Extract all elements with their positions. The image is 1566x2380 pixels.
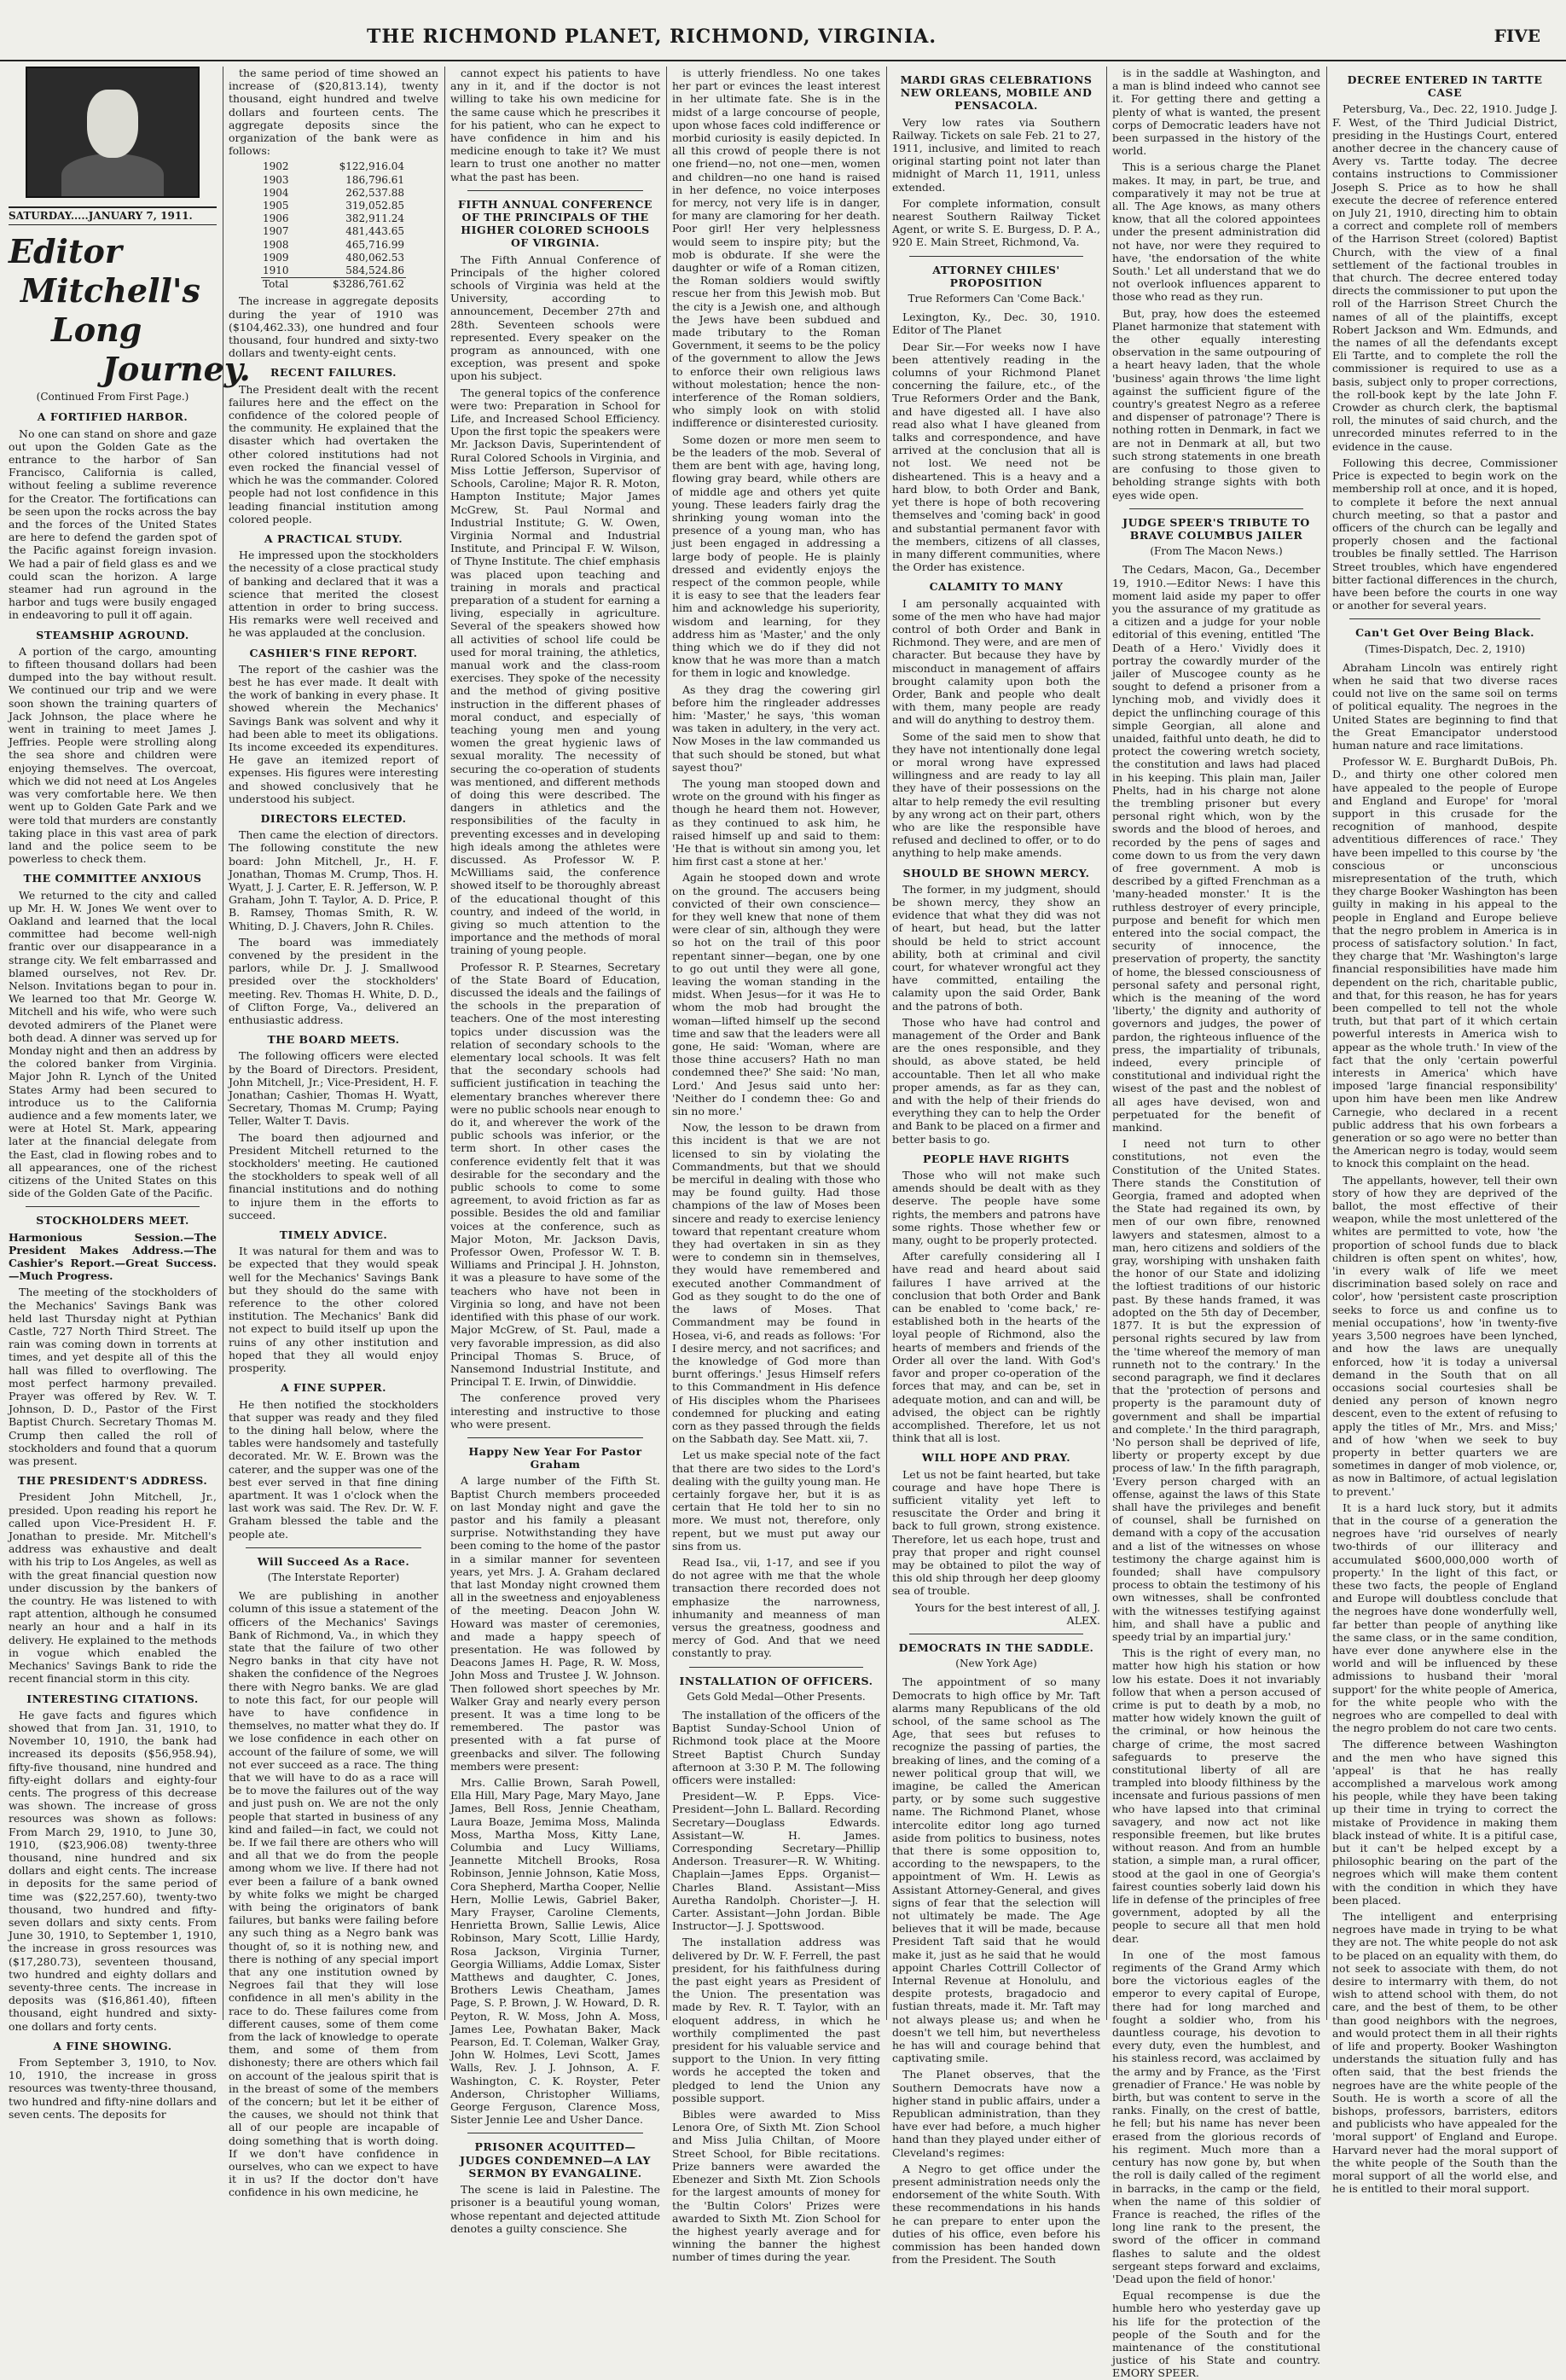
paragraph: We are publishing in another column of this issue a statement of the officers of the Mechanics' Savings Bank of Richmond, Va., in which they state that the failure of two other Negro banks in that city have not shaken the confidence of the Negroes there with Negro banks. We are glad to note this fact, for our people will have to have confidence in themselves, no matter what they do. If we lose confidence in each other on account of the failure of some, we will not ever succeed as a race. The thing that we will have to do as a race will be to move the failures out of the way and just push on. We are not the only people that started in business of any kind and failed—in fact, we could not be. If we fail there are others who will and all that we do from the people among whom we live. If there had not ever been a failure of a bank owned by white folks we might be charged with being the originators of bank failures, but banks were failing before any such thing as a Negro bank was thought of, so it is nothing new, and there is nothing of any special import that any one institution owned by Negroes fail that they will lose confidence in all men's ability in the race to do. These failures come from different causes, some of them come from the lack of knowledge to operate them, and some of them from dishonesty; there are others which fail on account of the jealous spirit that is in the breast of some of the members of the concern; but let it be either of the causes, we should not think that all of our people are incapable of doing something that is worth doing. If we don't have confidence in ourselves, who can we expect to have it in us? If the doctor don't have confidence in his own medicine, he bbox=[229, 1589, 438, 2199]
deposit-row bbox=[261, 174, 406, 187]
total-label: Total bbox=[261, 278, 302, 292]
issue-dateline: SATURDAY.....JANUARY 7, 1911. bbox=[9, 206, 217, 225]
paragraph: Then came the election of directors. The following constitute the new board: John Mitchell, Jr., H. F. Jonathan, Thomas M. Crump, Thos. H. Wyatt, J. J. Carter, E. R. Jefferson, W. P. Graham, John T. Taylor, A. D. Price, P. B. Ramsey, Thomas Smith, R. W. Whiting, D. J. Chavers, John R. Chiles. bbox=[229, 828, 438, 932]
column-4 bbox=[672, 67, 880, 2264]
paragraph: the same period of time showed an increase of ($20,813.14), twenty thousand, eight hundred and twelve dollars and fourteen cents. The aggregate deposits since the organization of the bank were as follows: bbox=[229, 67, 438, 158]
column-1 bbox=[9, 67, 251, 2121]
column-7 bbox=[1332, 67, 1557, 2196]
paragraph: is in the saddle at Washington, and a man is blind indeed who cannot see it. For getting there and getting a plenty of what is wanted, the present corps of Democratic leaders have not been surpassed in the history of the world. bbox=[1112, 67, 1320, 158]
paragraph: But, pray, how does the esteemed Planet harmonize that statement with the other equally interesting observation in the same outpouring of a heart heavy laden, that the whole 'business' again throws 'the lime light against the sufficient figure of the country's greatest Negro as a referee and dispenser of patronage'? There is nothing rotten in Denmark, in fact we are not in Denmark at all, but two such strong statements in one breath are confusing to those given to beholding strange sights with both eyes wide open. bbox=[1112, 306, 1320, 502]
section-heading: RECENT FAILURES. bbox=[270, 366, 397, 380]
paragraph: The young man stooped down and wrote on the ground with his finger as though he heard them not. However, as they continued to ask him, he raised himself up and said to them: 'He that is without sin among you, let him first cast a stone at her.' bbox=[672, 776, 880, 868]
column-5 bbox=[892, 67, 1100, 2267]
deposits-table bbox=[261, 160, 406, 291]
section-heading: MARDI GRAS CELEBRATIONS NEW ORLEANS, MOBILE AND PENSACOLA. bbox=[900, 73, 1093, 113]
deposit-year: 1908 bbox=[263, 238, 289, 251]
deposit-amount: 481,443.65 bbox=[345, 225, 404, 238]
deposit-year: 1907 bbox=[263, 225, 289, 238]
paragraph: Some of the said men to show that they have not intentionally done legal or moral wrong have expressed willingness and are ready to lay all they have of their possessions on the altar to help remedy the evil resulting by any wrong act on their part, others who are like the responsible have refused and declined to offer, or to do anything to help make amends. bbox=[892, 729, 1100, 860]
source-line: (New York Age) bbox=[955, 1657, 1037, 1670]
deposit-row bbox=[261, 200, 406, 212]
paragraph: Let us not be faint hearted, but take courage and have hope There is sufficient vitality yet left to resuscitate the Order and bring it back to full grown, strong existence. Therefore, let us each hope, trust and pray that proper and right counsel may be obtained to pilot the way of this old ship through her deep gloomy sea of trouble. bbox=[892, 1467, 1100, 1598]
paragraph: For complete information, consult nearest Southern Railway Ticket Agent, or write S. E. Burgess, D. P. A., 920 E. Main Street, Richmond, Va. bbox=[892, 196, 1100, 249]
column-3 bbox=[450, 67, 660, 2235]
paragraph: We returned to the city and called up Mr. H. W. Jones We went over to Oakland and learned that the local committee had become well-nigh frantic over our disappearance in a strange city. We felt embarrassed and blamed ourselves, not Rev. Dr. Nelson. Invitations began to pour in. We learned too that Mr. George W. Mitchell and his wife, who were such devoted admirers of the Planet were both dead. A dinner was served up for Monday night and then an address by the colored banker from Virginia. Major John R. Lynch of the United States Army had been secured to introduce us to the California audience and a few moments later, we were at Hotel St. Mark, appearing later at the financial delegate from the East, clad in flowing robes and to all appearances, one of the richest citizens of the United States on this side of the Golden Gate of the Pacific. bbox=[9, 888, 217, 1200]
source-line: (Times-Dispatch, Dec. 2, 1910) bbox=[1364, 642, 1526, 655]
deposit-amount: 465,716.99 bbox=[345, 238, 404, 251]
paragraph: The appellants, however, tell their own story of how they are deprived of the ballot, the most effective of their weapon, while the most unlettered of the whites are permitted to vote, how 'the proportion of school funds due to black children is often spent on whites', how, 'in every walk of life we meet discrimination based solely on race and color', how 'persistent caste proscription seeks to force us and confine us to menial occupations', how 'in twenty-five years 3,500 negroes have been lynched, and how the laws are unequally enforced, how 'it is today a universal demand in the South that on all occasions social courtesies shall be denied any person of known negro descent, even to the extent of refusing to apply the titles of Mr., Mrs. and Miss;' and of how 'when we seek to buy property in better quarters we are sometimes in danger of mob violence, or, as now in Baltimore, of actual legislation to prevent.' bbox=[1332, 1173, 1557, 1498]
paragraph: Some dozen or more men seem to be the leaders of the mob. Several of them are bent with age, having long, flowing gray beard, while others are of middle age and others yet quite young. These leaders fairly drag the shrinking young woman into the presence of a young man, who has just been engaged in addressing a large body of people. He is plainly dressed and evidently enjoys the respect of the common people, while it is easy to see that the leaders fear him and acknowledge his superiority, wisdom and learning, for they address him as 'Master,' and the only thing which we do if they did not know that he was more than a match for them in logic and knowledge. bbox=[672, 432, 880, 680]
paragraph: Those who will not make such amends should be dealt with as they deserve. The people have some rights, the members and patrons have some rights. Those whether few or many, ought to be properly protected. bbox=[892, 1169, 1100, 1247]
paragraph: The following officers were elected by the Board of Directors. President, John Mitchell, Jr.; Vice-President, H. F. Jonathan; Cashier, Thomas H. Wyatt, Secretary, Thomas M. Crump; Paying Teller, Walter T. Davis. bbox=[229, 1049, 438, 1128]
paragraph: The difference between Washington and the men who have signed this 'appeal' is that he has really accomplished a marvelous work among his people, while they have been taking up their time in trying to correct the mistake of Providence in making them black instead of white. It is a pitiful case, but it can't be helped except by a philosophic bearing on the part of the negroes which will make them content with the condition in which they have been placed. bbox=[1332, 1738, 1557, 1907]
source-line: (From The Macon News.) bbox=[1150, 545, 1283, 558]
deposit-year: 1906 bbox=[263, 212, 289, 225]
section-heading: PEOPLE HAVE RIGHTS bbox=[922, 1152, 1070, 1165]
continued-note: (Continued From First Page.) bbox=[36, 391, 189, 403]
section-heading: A FORTIFIED HARBOR. bbox=[37, 410, 188, 424]
paper-title: THE RICHMOND PLANET, RICHMOND, VIRGINIA. bbox=[367, 26, 937, 48]
paragraph: This is the right of every man, no matter how high his station or how low his estate. Does it not invariably follow that when a person accused of crime is put to death by a mob, no matter how widely known the guilt of the criminal, or how heinous the charge of crime, the most sacred safeguards to preserve the constitutional liberty of all are trampled into bloody filthiness by the incensate and furious passions of men who have lapsed into that criminal savagery, and now act not like responsible freemen, but like brutes without reason. And from an humble station, a simple man, a rural officer, stood at the gaol in one of Georgia's fairest counties soberly laid down his life in defense of the principles of free government, adopted by all the people to secure all that men hold dear. bbox=[1112, 1646, 1320, 1945]
section-heading: INSTALLATION OF OFFICERS. bbox=[679, 1674, 873, 1687]
section-heading: STOCKHOLDERS MEET. bbox=[36, 1214, 189, 1228]
paragraph: After carefully considering all I have read and heard about said failures I have arrived at the conclusion that both Order and Bank can be enabled to 'come back,' re-established both in the hearts of the loyal people of Richmond, also the hearts of members and friends of the Order all over the land. With God's favor and proper co-operation of the forces that may, and can be, set in adequate motion, and can and will, be advised, the object can be rightly accomplished. Therefore, let us not think that all is lost. bbox=[892, 1250, 1100, 1445]
paragraph: Petersburg, Va., Dec. 22, 1910. Judge J. F. West, of the Third Judicial District, presiding in the Hustings Court, entered another decree in the chancery cause of Avery vs. Tartte today. The decree contains instructions to Commissioner Joseph S. Price as to how he shall execute the decree of reference entered on July 21, 1910, directing him to obtain a correct and complete roll of members of the Harrison Street (colored) Baptist Church, with the view of a final settlement of the factional troubles in that church. The decree entered today directs the commissioner to put upon the roll of the Harrison Street Church the names of all of the plaintiffs, except Robert Jackson and Wm. Edmunds, and the names of all the defendants except Eli Tartte, and to complete the roll the commissioner is required to use as a basis, subject only to proper corrections, the roll-book kept by the late John F. Crowder as church clerk, the baptismal roll, the minutes of said church, and the unrecorded minutes referred to in the evidence in the cause. bbox=[1332, 102, 1557, 453]
paragraph: The board then adjourned and President Mitchell returned to the stockholders' meeting. He cautioned the stockholders to speak well of all financial institutions and do nothing to injure them in the efforts to succeed. bbox=[229, 1130, 438, 1222]
paragraph: I am personally acquainted with some of the men who have had major control of both Order and Bank in Richmond. They were, and are men of character. But because they have by misconduct in management of affairs brought calamity upon both the Order, Bank and people who dealt with them, many people are ready and will do anything to destroy them. bbox=[892, 596, 1100, 727]
column-6 bbox=[1112, 67, 1320, 2380]
paragraph: cannot expect his patients to have any in it, and if the doctor is not willing to take his own medicine for the same cause which he prescribes it for his patient, who can he expect to have confidence in him and his medicine enough to take it? We must learn to trust one another no matter what the past has been. bbox=[450, 67, 660, 183]
paragraph: President John Mitchell, Jr., presided. Upon reading his report he called upon Vice-President H. F. Jonathan to preside. Mr. Mitchell's address was exhaustive and dealt with his trip to Los Angeles, as well as with the great financial question now under discussion by the bankers of the country. He was listened to with rapt attention, although he consumed nearly an hour and a half in its delivery. He explained to the methods in vogue which enabled the Mechanics' Savings Bank to ride the recent financial storm in this city. bbox=[9, 1490, 217, 1686]
paragraph: It is a hard luck story, but it admits that in the course of a generation the negroes have 'rid ourselves of nearly two-thirds of our illiteracy and accumulated $600,000,000 worth of property.' In the light of this fact, or these two facts, the people of England and Europe will doubtless conclude that the negroes have done wonderfully well, far better than people of anything like the same class, or in the same condition, have ever done anywhere else in the world and will be influenced by these admissions to husband their 'moral support' for the white people of America, for the white people who with the negroes who are compelled to deal with the negro problem do not care two cents. bbox=[1332, 1501, 1557, 1735]
paragraph: Very low rates via Southern Railway. Tickets on sale Feb. 21 to 27, 1911, inclusive, and limited to reach original starting point not later than midnight of March 11, 1911, unless extended. bbox=[892, 115, 1100, 194]
editor-portrait bbox=[26, 67, 200, 198]
section-heading: Will Succeed As a Race. bbox=[257, 1554, 410, 1568]
column-rule bbox=[666, 67, 667, 2020]
deposit-row bbox=[261, 225, 406, 238]
paragraph: The Fifth Annual Conference of Principals of the higher colored schools of Virginia was held at the University, according to announcement, December 27th and 28th. Seventeen schools were represented. Every speaker on the program as announced, with one exception, was present and spoke upon his subject. bbox=[450, 253, 660, 383]
deposit-amount: 382,911.24 bbox=[345, 212, 404, 225]
paragraph: Again he stooped down and wrote on the ground. The accusers being convicted of their own conscience—for they well knew that none of them were clear of sin, although they were so hot on the trail of this poor repentant sinner—began, one by one to go out until they were all gone, leaving the woman standing in the midst. When Jesus—for it was He to whom the mob had brought the woman—lifted himself up the second time and saw that the leaders were all gone, He said: 'Woman, where are those thine accusers? Hath no man condemned thee?' She said: 'No man, Lord.' And Jesus said unto her: 'Neither do I condemn thee: Go and sin no more.' bbox=[672, 871, 880, 1118]
section-heading: WILL HOPE AND PRAY. bbox=[921, 1451, 1071, 1465]
headline-line: Long bbox=[51, 311, 142, 350]
paragraph: A large number of the Fifth St. Baptist Church members proceeded on last Monday night and gave the pastor and his family a pleasant surprise. Notwithstanding they have been coming to the home of the pastor in a similar manner for seventeen years, yet Mrs. J. A. Graham declared that last Monday night crowned them all in the sweetness and enjoyableness of the meeting. Deacon John W. Howard was master of ceremonies, and made a happy speech of presentation. He was followed by Deacons James H. Page, R. W. Moss, John Moss and Trustee J. W. Johnson. Then followed short speeches by Mr. Walker Gray and nearly every person present. It was a time long to be remembered. The pastor was presented with a fat purse of greenbacks and silver. The following members were present: bbox=[450, 1474, 660, 1773]
divider bbox=[467, 190, 643, 191]
deposit-row bbox=[261, 160, 406, 173]
paragraph: Dear Sir.—For weeks now I have been attentively reading in the columns of your Richmond Planet concerning the failure, etc., of the True Reformers Order and the Bank, and have digested all. I have also read also what I have gleaned from talks and correspondence, and have arrived at the conclusion that all is not lost. We need not be disheartened. This is a heavy and a hard blow, to both Order and Bank, yet there is hope of both recovering themselves and 'coming back' in good and substantial permanent favor with the members, citizens of all classes, in many different communities, where the Order has existence. bbox=[892, 340, 1100, 574]
deposit-amount: 480,062.53 bbox=[345, 251, 404, 264]
section-heading: FIFTH ANNUAL CONFERENCE OF THE PRINCIPALS OF THE HIGHER COLORED SCHOOLS OF VIRGINIA. bbox=[458, 197, 652, 250]
section-heading: A PRACTICAL STUDY. bbox=[264, 531, 403, 545]
portrait-face bbox=[87, 90, 138, 158]
total-value: $3286,761.62 bbox=[302, 278, 406, 292]
paragraph: The Cedars, Macon, Ga., December 19, 1910.—Editor News: I have this moment laid aside my paper to offer you the assurance of my gratitude as a citizen and a judge for your noble editorial of this evening, entitled 'The Death of a Hero.' Vividly does it portray the cowardly murder of the jailer of Muscogee county as he sought to defend a prisoner from a lynching mob, and vividly does it depict the unflinching courage of this simple Georgian, all alone and unaided, faithful unto death, he did to protect the cowering wretch society, the constitution and laws had placed in his keeping. This plain man, Jailer Phelts, had in his charge not alone the trembling prisoner but every personal right which, won by the swords and the blood of heroes, and recorded by the pens of sages and come down to us from the very dawn of free government. A mob is described by a gifted Frenchman as a 'many-headed monster.' It is the ruthless destroyer of every principle, purpose and benefit for which men entered into the social compact, the security of innocence, the preservation of property, the sanctity of home, the blessed consciousness of personal safety and personal right, which is the meaning of the word 'liberty,' the dignity and authority of governors and judges, the power of pardon, the righteous influence of the press, the impartiality of tribunals, indeed, every principle of constitutional and individual right the wisest of the past and the noblest of all ages have devised, won and perpetuated for the benefit of mankind. bbox=[1112, 563, 1320, 1135]
deposit-row bbox=[261, 264, 406, 278]
paragraph: The board was immediately convened by the president in the parlors, while Dr. J. J. Smallwood presided over the stockholders' meeting. Rev. Thomas H. White, D. D., of Clifton Forge, Va., delivered an enthusiastic address. bbox=[229, 935, 438, 1027]
section-heading: THE BOARD MEETS. bbox=[267, 1033, 400, 1047]
paragraph: Equal recompense is due the humble hero who yesterday gave up his life for the protection of the people of the South and for the maintenance of the constitutional justice of his State and country. EMORY SPEER. bbox=[1112, 2289, 1320, 2380]
deposit-row bbox=[261, 212, 406, 225]
section-heading: THE PRESIDENT'S ADDRESS. bbox=[17, 1474, 208, 1488]
paragraph: Following this decree, Commissioner Price is expected to begin work on the membership roll at once, and it is hoped, to complete it before the next annual church meeting, so that a pastor and officers of the church can be legally and properly chosen and the factional troubles be finally settled. The Harrison Street troubles, which have engendered bitter factional differences in the church, have been before the courts in one way or another for several years. bbox=[1332, 456, 1557, 612]
paragraph: Mrs. Callie Brown, Sarah Powell, Ella Hill, Mary Page, Mary Mayo, Jane James, Bell Ross, Jennie Cheatham, Laura Boaze, Jemima Moss, Malinda Moss, Martha Moss, Kitty Lane, Columbia and Lucy Williams, Jeannette Mitchell Brooks, Rosa Robinson, Jennie Johnson, Katie Moss, Cora Shepherd, Martha Cooper, Nellie Hern, Mollie Lewis, Gabriel Baker, Mary Frayser, Caroline Clements, Henrietta Brown, Sallie Lewis, Alice Robinson, Mary Scott, Lillie Hardy, Rosa Jackson, Virginia Turner, Georgia Williams, Addie Lomax, Sister Matthews and daughter, C. Jones, Brothers Lewis Cheatham, James Page, S. P. Brown, J. W. Howard, D. R. Peyton, R. W. Moss, John A. Moss, James Lee, Powhatan Baker, Mack Pearson, Ed. T. Coleman, Walker Gray, John W. Holmes, Levi Scott, James Walls, Rev. J. J. Johnson, A. F. Washington, C. K. Royster, Peter Anderson, Christopher Williams, George Ferguson, Clarence Moss, Sister Jennie Lee and Usher Dance. bbox=[450, 1776, 660, 2127]
paragraph: As they drag the cowering girl before him the ringleader addresses him: 'Master,' he says, 'this woman was taken in adultery, in the very act. Now Moses in the law commanded us that such should be stoned, but what sayest thou?' bbox=[672, 682, 880, 774]
divider bbox=[689, 1667, 863, 1668]
paragraph: The increase in aggregate deposits during the year of 1910 was ($104,462.33), one hundred and four thousand, four hundred and sixty-two dollars and twenty-eight cents. bbox=[229, 294, 438, 360]
deposits-total-row bbox=[261, 278, 406, 292]
section-heading: CASHIER'S FINE REPORT. bbox=[249, 646, 418, 659]
paragraph: A Negro to get office under the present administration needs only the endorsement of the white South. With these recommendations in his hands he can prepare to enter upon the duties of his office, even before his commission has been handed down from the President. The South bbox=[892, 2162, 1100, 2267]
section-heading: DIRECTORS ELECTED. bbox=[260, 811, 407, 825]
section-heading: SHOULD BE SHOWN MERCY. bbox=[902, 866, 1090, 879]
portrait-coat bbox=[61, 154, 164, 196]
paragraph: I need not turn to other constitutions, not even the Constitution of the United States. There stands the Constitution of Georgia, framed and adopted when the State had regained its own, by men of our own fibre, renowned lawyers and statesmen, almost to a man, hero citizens and soldiers of the gray, worshiping with unshaken faith the honor of our State and idolizing the loftiest traditions of our historic past. By these hands framed, it was adopted on the 5th day of December, 1877. It is but the expression of personal rights secured by law from the 'time whereof the memory of man runneth not to the contrary.' In the second paragraph, we find it declares that the 'protection of persons and property is the paramount duty of government and shall be impartial and complete.' In the third paragraph, 'No person shall be deprived of life, liberty or property except by due process of law.' In the fifth paragraph, 'Every person charged with an offense, against the laws of this State shall have the privileges and benefit of counsel, shall be furnished on demand with a copy of the accusation and a list of the witnesses on whose testimony the charge against him is founded; shall have compulsory process to obtain the testimony of his own witnesses, shall be confronted with the witnesses testifying against him, and shall have a public and speedy trial by an impartial jury.' bbox=[1112, 1137, 1320, 1643]
paragraph: Read Isa., vii, 1-17, and see if you do not agree with me that the whole transaction there recorded does not emphasize the narrowness, inhumanity and meanness of man versus the greatness, goodness and mercy of God. And that we need constantly to pray. bbox=[672, 1555, 880, 1660]
signature: Yours for the best interest of all, J. ALEX. bbox=[914, 1600, 1100, 1627]
section-heading: TIMELY ADVICE. bbox=[279, 1228, 388, 1242]
deposit-amount: 262,537.88 bbox=[345, 186, 404, 199]
paragraph: Bibles were awarded to Miss Lenora Ore, of Sixth Mt. Zion School and Miss Julia Chiltan, of Moore Street School, for Bible recitations. Prize banners were awarded the Ebenezer and Sixth Mt. Zion Schools for the largest amounts of money for the 'Bultin Colors' Prizes were awarded to Sixth Mt. Zion School for the highest yearly average and for winning the banner the highest number of times during the year. bbox=[672, 2108, 880, 2264]
section-heading: CALAMITY TO MANY bbox=[929, 580, 1064, 594]
paragraph: Those who have had control and management of the Order and Bank are the ones responsible, and they should, as above stated, be held accountable. Then let all who make proper amends, as far as they can, and with the help of their friends do everything they can to help the Order and Bank to be placed on a firmer and better basis to go. bbox=[892, 1015, 1100, 1146]
section-heading: THE COMMITTEE ANXIOUS bbox=[23, 872, 202, 885]
divider bbox=[909, 256, 1083, 257]
masthead bbox=[0, 0, 1566, 61]
column-rule bbox=[1106, 67, 1107, 2020]
paragraph: The intelligent and enterprising negroes have made in trying to be what they are not. The white people do not ask to be placed on an equality with them, do not seek to associate with them, do not desire to intermarry with them, do not wish to attend school with them, do not care, and the best of them, to be other than good neighbors with the negroes, and would protect them in all their rights of life and property. Booker Washington understands the situation fully and has often said, that the best friends the negroes have are the white people of the South. He is worth a score of all the bishops, professors, barristers, editors and publicists who have appealed for the 'moral support' of England and Europe. Harvard never had the moral support of the white people of the South than the moral support of all the world else, and he is entitled to their moral support. bbox=[1332, 1910, 1557, 2196]
paragraph: He then notified the stockholders that supper was ready and they filed to the dining hall below, where the tables were handsomely and tastefully decorated. Mr. W. E. Brown was the caterer, and the supper was one of the best ever served in that fine dining apartment. It was 1 o'clock when the last work was said. The Rev. Dr. W. F. Graham blessed the table and the people ate. bbox=[229, 1397, 438, 1541]
deposit-year: 1904 bbox=[263, 186, 289, 199]
paragraph: The meeting of the stockholders of the Mechanics' Savings Bank was held last Thursday night at Pythian Castle, 727 North Third Street. The rain was coming down in torrents at times, and yet despite all of this the hall was filled to overflowing. The most perfect harmony prevailed. Prayer was offered by Rev. W. T. Johnson, D. D., Pastor of the First Baptist Church. Secretary Thomas M. Crump then called the roll of stockholders and found that a quorum was present. bbox=[9, 1286, 217, 1468]
paragraph: Professor W. E. Burghardt DuBois, Ph. D., and thirty one other colored men have appealed to the people of Europe and England and Europe' for 'moral support in this crusade for the recognition of manhood, despite adventitious differences of race.' They have been impelled to this course by 'the conscious or unconscious misrepresentation of the truth, which they charge Booker Washington has been guilty in making in his appeal to the people in England and Europe believe that the negro problem in America is in process of satisfactory solution.' In fact, they charge that 'Mr. Washington's large financial responsibilities have made him dependent on the rich, charitable public, and that, for this reason, he has for years been compelled to tell not the whole truth, but that part of it which certain powerful interests in America wish to appear as the whole truth.' In view of the fact that the only 'certain powerful interests in America' which have imposed 'large financial responsibility' upon him have been men like Andrew Carnegie, who declared in a recent public address that his own forbears a generation or so ago were no better than the American negro is today, would seem to knock this complaint on the head. bbox=[1332, 755, 1557, 1170]
paragraph: A portion of the cargo, amounting to fifteen thousand dollars had been dumped into the bay without result. We continued our trip and we were soon shown the training quarters of Jack Johnson, the place where he went in training to meet James J. Jeffries. People were strolling along the sea shore and children were enjoying themselves. The overcoat, which we did not need at Los Angeles was very comfortable here. We then went up to Golden Gate Park and we were told that murders are constantly taking place in this vast area of park land and the police seem to be powerless to check them. bbox=[9, 644, 217, 866]
deposit-year: 1902 bbox=[263, 160, 289, 173]
deposit-amount: 186,796.61 bbox=[345, 173, 404, 186]
paragraph: The conference proved very interesting and instructive to those who were present. bbox=[450, 1391, 660, 1431]
headline-line: Journey. bbox=[102, 350, 251, 389]
section-heading: Happy New Year For Pastor Graham bbox=[468, 1444, 642, 1472]
section-heading: PRISONER ACQUITTED—JUDGES CONDEMNED—A LAY SERMON BY EVANGALINE. bbox=[460, 2140, 651, 2180]
deposit-row bbox=[261, 187, 406, 200]
divider bbox=[1129, 508, 1303, 509]
paragraph: This is a serious charge the Planet makes. It may, in part, be true, and comparatively it may not be true at all. The Age knows, as many others know, that all the colored appointees under the present administration did not have, nor were they required to have, 'the endorsation of the white South.' Let all understand that we do not overlook influences apparent to those who read as they run. bbox=[1112, 160, 1320, 304]
deposit-year: 1910 bbox=[263, 264, 289, 277]
paragraph: The Planet observes, that the Southern Democrats have now a higher stand in public affairs, under a Republican administration, than they have ever had before, a much higher hand than they played under either of Cleveland's regimes: bbox=[892, 2068, 1100, 2159]
officer-list: President—W. P. Epps. Vice-President—John L. Ballard. Recording Secretary—Douglass Edwards. Assistant—W. H. James. Corresponding Secretary—Phillip Anderson. Treasurer—R. W. Whiting. Chaplain—James Epps. Organist—Charles Bland. Assistant—Miss Auretha Randolph. Chorister—J. H. Carter. Assistant—John Jordan. Bible Instructor—J. J. Spottswood. bbox=[672, 1790, 880, 1933]
deposit-year: 1903 bbox=[263, 173, 289, 186]
paragraph: Now, the lesson to be drawn from this incident is that we are not licensed to sin by violating the Commandments, but that we should be merciful in dealing with those who may be found guilty. Had those champions of the law of Moses been sincere and ready to exercise leniency toward that repentant creature whom they had overtaken in sin as they were to condemn sin in themselves, they would have remembered and executed another Commandment of God as they sought to do the one of the laws of Moses. That Commandment may be found in Hosea, vi-6, and reads as follows: 'For I desire mercy, and not sacrifices; and the knowledge of God more than burnt offerings.' Jesus Himself refers to this Commandment in His defence of His disciples whom the Pharisees condemned for plucking and eating corn as they passed through the fields on the Sabbath day. See Matt. xii, 7. bbox=[672, 1121, 880, 1446]
paragraph: The installation address was delivered by Dr. W. F. Ferrell, the past president, for his faithfulness during the past eight years as President of the Union. The presentation was made by Rev. R. T. Taylor, with an eloquent address, in which he worthily complimented the past president for his valuable service and support to the Union. In very fitting words he accepted the token and pledged to lend the Union any possible support. bbox=[672, 1936, 880, 2104]
paragraph: The scene is laid in Palestine. The prisoner is a beautiful young woman, whose repentant and dejected attitude denotes a guilty conscience. She bbox=[450, 2183, 660, 2235]
article-deck: True Reformers Can 'Come Back.' bbox=[908, 293, 1085, 305]
paragraph: is utterly friendless. No one takes her part or evinces the least interest in her ultimate fate. She is in the midst of a large concourse of people, upon whose faces cold indifference or morbid curiosity is easily depicted. In all this crowd of people there is not one friend—no, not one—men, women and children—no one hand is raised in her defence, no voice interposes for mercy, not very life is in danger, for many are clamoring for her death. Poor girl! Her very helplessness would seem to inspire pity; but the mob is obdurate. If she were the daughter or wife of a Roman citizen, the Roman soldiers would swiftly rescue her from this Jewish mob. But the city is a Jewish one, and although the Jews have been subdued and made tributary to the Roman Government, it seems to be the policy of the government to allow the Jews to enforce their own religious laws without molestation; hence the non-interference of the Roman soldiers, who simply look on with stolid indifference or disinterested curiosity. bbox=[672, 67, 880, 430]
paragraph: The installation of the officers of the Baptist Sunday-School Union of Richmond took place at the Moore Street Baptist Church Sunday afternoon at 3:30 P. M. The following officers were installed: bbox=[672, 1708, 880, 1786]
divider bbox=[1349, 618, 1540, 619]
paragraph: Professor R. P. Stearnes, Secretary of the State Board of Education, discussed the ideals and the failings of the schools in the preparation of teachers. One of the most interesting topics under discussion was the relation of secondary schools to the elementary local schools. It was felt that the secondary schools had sufficient justification in teaching the elementary branches wherever there were no public schools near enough to do it, and wherever the work of the public schools was inferior, or the term short. In other cases the conference evidently felt that it was desirable for the secondary and the public schools to come to some agreement, to avoid friction as far as possible. Besides the old and familiar voices at the conference, such as Major Moton, Mr. Jackson Davis, Professor Owen, Professor W. T. B. Williams and Principal J. H. Johnston, it was a pleasure to have some of the teachers who have not been in Virginia so long, and have not been identified with this phase of our work. Major McGrew, of St. Paul, made a very favorable impression, as did also Principal Thomas S. Bruce, of Nansemond Industrial Institute, and Principal T. E. Irwin, of Dinwiddie. bbox=[450, 960, 660, 1389]
paragraph: The former, in my judgment, should be shown mercy, they show an evidence that what they did was not of heart, but head, but the latter should be held to strict account ability, both at criminal and civil court, for whatever wrongful act they have committed, entailing the calamity upon the said Order, Bank and the patrons of both. bbox=[892, 882, 1100, 1013]
main-headline bbox=[9, 232, 251, 389]
headline-line: Editor bbox=[9, 232, 122, 271]
letter-dateline: Lexington, Ky., Dec. 30, 1910. Editor of The Planet bbox=[892, 311, 1100, 337]
section-heading: Can't Get Over Being Black. bbox=[1355, 626, 1534, 640]
deposit-year: 1905 bbox=[263, 200, 289, 212]
divider bbox=[246, 1547, 421, 1548]
source-line: (The Interstate Reporter) bbox=[267, 1570, 400, 1583]
page-number: FIVE bbox=[1494, 26, 1540, 46]
deposit-year: 1909 bbox=[263, 251, 289, 264]
paragraph: Let us make special note of the fact that there are two sides to the Lord's dealing with the guilty young man. He certainly forgave her, but it is as certain that He told her to sin no more. We must not, therefore, only repent, but we must put away our sins from us. bbox=[672, 1448, 880, 1553]
deposit-amount: 584,524.86 bbox=[345, 264, 404, 277]
section-heading: DECREE ENTERED IN TARTTE CASE bbox=[1347, 73, 1543, 100]
deposit-amount: $122,916.04 bbox=[339, 160, 404, 173]
headline-line: Mitchell's bbox=[20, 271, 200, 311]
column-rule bbox=[444, 67, 445, 2020]
article-deck: Harmonious Session.—The President Makes Address.—The Cashier's Report.—Great Success.—Much Progress. bbox=[9, 1230, 217, 1283]
section-heading: A FINE SUPPER. bbox=[280, 1381, 387, 1395]
paragraph: He impressed upon the stockholders the necessity of a close practical study of banking and declared that it was a science that merited the closest attention in order to bring success. His remarks were well received and he was applauded at the conclusion. bbox=[229, 549, 438, 640]
article-deck: Gets Gold Medal—Other Presents. bbox=[687, 1690, 866, 1703]
paragraph: The report of the cashier was the best he has ever made. It dealt with the work of banking in every phase. It showed wherein the Mechanics' Savings Bank was solvent and why it had been able to meet its obligations. Its income exceeded its expenditures. He gave an itemized report of expenses. His figures were interesting and showed conclusively that he understood his subject. bbox=[229, 662, 438, 805]
section-heading: INTERESTING CITATIONS. bbox=[26, 1692, 199, 1705]
section-heading: ATTORNEY CHILES' PROPOSITION bbox=[932, 263, 1060, 289]
column-rule bbox=[886, 67, 887, 2020]
deposit-row bbox=[261, 252, 406, 264]
section-heading: JUDGE SPEER'S TRIBUTE TO BRAVE COLUMBUS JAILER bbox=[1122, 515, 1310, 542]
deposit-row bbox=[261, 239, 406, 252]
paragraph: From September 3, 1910, to Nov. 10, 1910, the increase in gross resources was twenty-three thousand, two hundred and fifty-nine dollars and seven cents. The deposits for bbox=[9, 2055, 217, 2121]
deposit-amount: 319,052.85 bbox=[345, 200, 404, 212]
divider bbox=[467, 1437, 643, 1438]
paragraph: It was natural for them and was to be expected that they would speak well for the Mechanics' Savings Bank but they should do the same with reference to the other colored institution. The Mechanics' Bank did not expect to build itself up upon the ruins of any other institution and hoped that they all would enjoy prosperity. bbox=[229, 1245, 438, 1375]
column-2 bbox=[229, 67, 438, 2199]
section-heading: DEMOCRATS IN THE SADDLE. bbox=[898, 1640, 1094, 1654]
paragraph: The appointment of so many Democrats to high office by Mr. Taft alarms many Republicans of the old school, of the same school as The Age, that sees but refuses to recognize the passing of parties, the breaking of lines, and the coming of a newer political group that will, we imagine, be called the American party, or by some such suggestive name. The Richmond Planet, whose intercolite editor long ago turned aside from politics to business, notes that there is some opposition to, according to the newspapers, to the appointment of Wm. H. Lewis as Assistant Attorney-General, and gives signs of fear that the selection will not ultimately be made. The Age believes that it will be made, because President Taft said that he would make it, just as he said that he would appoint Charles Cottrill Collector of Internal Revenue at Honolulu, and despite protests, bragadocio and fustian threats, made it. Mr. Taft may not always please us; and when he doesn't we tell him, but nevertheless he has will and courage behind that captivating smile. bbox=[892, 1675, 1100, 2065]
column-rule bbox=[1326, 67, 1327, 2020]
paragraph: He gave facts and figures which showed that from Jan. 31, 1910, to November 10, 1910, the bank had increased its deposits ($56,958.94), fifty-five thousand, nine hundred and fifty-eight dollars and eighty-four cents. The progress of this decrease was shown. The increase of gross resources was shown as follows: From March 29, 1910, to June 30, 1910, ($23,906.08) twenty-three thousand, nine hundred and six dollars and eight cents. The increase in deposits for the same period of time was ($22,257.60), twenty-two thousand, two hundred and fifty-seven dollars and sixty cents. From June 30, 1910, to September 1, 1910, the increase in gross resources was ($17,280.73), seventeen thousand, two hundred and eighty dollars and seventy-three cents. The increase in deposits was ($16,861.40), fifteen thousand, eight hundred and sixty-one dollars and forty cents. bbox=[9, 1708, 217, 2033]
paragraph: No one can stand on shore and gaze out upon the Golden Gate as the entrance to the harbor of San Francisco, California is called, without feeling a sublime reverence for the Creator. The fortifications can be seen upon the rocks across the bay and the forces of the United States are here to defend the garden spot of the Pacific against foreign invasion. We had a pair of field glass es and we could scan the horizon. A large steamer had run aground in the harbor and tugs were busily engaged in endeavoring to pull it off again. bbox=[9, 427, 217, 622]
section-heading: STEAMSHIP AGROUND. bbox=[36, 628, 189, 641]
paragraph: Abraham Lincoln was entirely right when he said that two diverse races could not live on the same soil on terms of political equality. The negroes in the United States are beginning to find that the Great Emancipator understood human nature and race limitations. bbox=[1332, 660, 1557, 752]
paragraph: The general topics of the conference were two: Preparation in School for Life, and Increased School Efficiency. Upon the first topic the speakers were Mr. Jackson Davis, Superintendent of Rural Colored Schools in Virginia, and Miss Lottie Jefferson, Supervisor of Schools, Caroline; Major R. R. Moton, Hampton Institute; Major James McGrew, St. Paul Normal and Industrial Institute; G. W. Owen, Virginia Normal and Industrial Institute, and Principal F. W. Wilson, of Thyne Institute. The chief emphasis was placed upon teaching and training in morals and practical preparation of a student for earning a living, especially in agriculture. Several of the speakers showed how all activities of school life could be used for moral training, the athletics, manual work and the class-room exercises. They spoke of the necessity and the method of giving positive instruction in the different phases of moral conduct, and especially of teaching young men and young women the great hygienic laws of sexual morality. The necessity of securing the co-operation of students was mentioned, and different methods of doing this were described. The dangers in athletics and the responsibilities of the faculty in preventing excesses and in developing high ideals among the athletes were discussed. As Professor W. P. McWilliams said, the conference showed itself to be thoroughly abreast of the educational thought of this country, and indeed of the world, in giving so much attention to the importance and the methods of moral training of young people. bbox=[450, 386, 660, 957]
section-heading: A FINE SHOWING. bbox=[53, 2039, 172, 2052]
paragraph: The President dealt with the recent failures here and the effect on the confidence of the colored people of the community. He explained that the disaster which had overtaken the other colored institutions had not even rocked the financial vessel of which he was the commander. Colored people had not lost confidence in this leading financial institution among colored people. bbox=[229, 382, 438, 525]
divider bbox=[26, 1206, 200, 1207]
paragraph: In one of the most famous regiments of the Grand Army which bore the victorious eagles of the emperor to every capital of Europe, there had for long marched and fought a soldier who, from his dauntless courage, his devotion to every duty, even the humblest, and his stainless record, was acclaimed by the army and by France, as the 'First grenadier of France.' He was noble by birth, but was content to serve in the ranks. Finally, on the crest of battle, he fell; but his name has never been erased from the glorious records of his regiment. Much more than a century has now gone by, but when the roll is daily called of the regiment in barracks, in the camp or the field, when the name of this soldier of France is reached, the rifles of the long line rank to the present, the sword of the officer in command flashes to salute and the oldest sergeant steps forward and exclaims, 'Dead upon the field of honor.' bbox=[1112, 1948, 1320, 2285]
